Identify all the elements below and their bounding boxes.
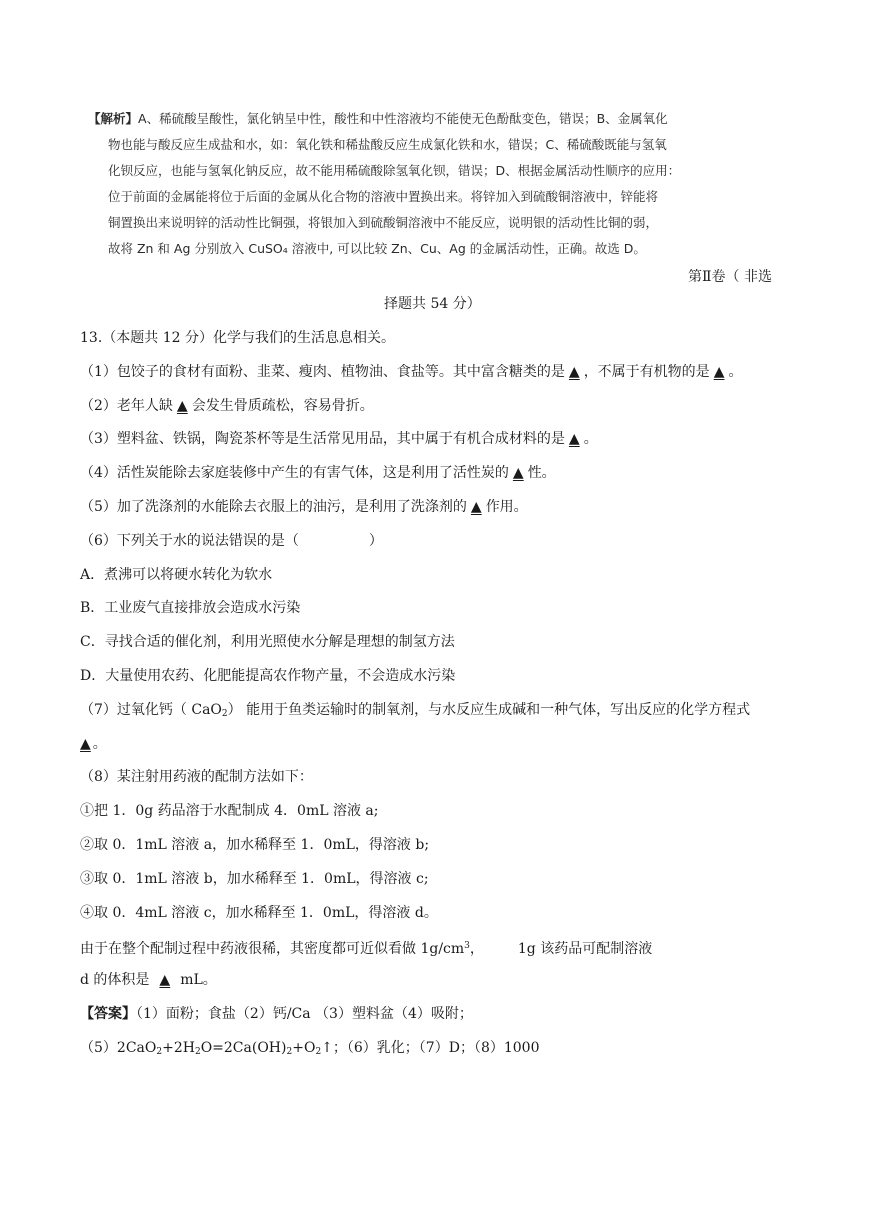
question-text: ） <box>368 532 383 549</box>
question-text: 1g 该药品可配制溶液 <box>517 941 653 958</box>
volume-question <box>80 964 800 998</box>
answer-line-1 <box>80 998 800 1032</box>
step-3: ③取 0．1mL 溶液 b，加水稀释至 1．0mL，得溶液 c; <box>80 870 429 887</box>
section-title-part2: 择题共 54 分） <box>384 296 481 312</box>
step-2: ②取 0．1mL 溶液 a，加水稀释至 1．0mL，得溶液 b; <box>80 836 430 853</box>
answer-blank: ▲ <box>512 465 524 482</box>
question-text: （3）塑料盆、铁锅，陶瓷茶杯等是生活常见用品，其中属于有机合成材料的是 <box>80 431 565 448</box>
subscript: 2 <box>221 708 228 719</box>
option-c: C．寻找合适的催化剂，利用光照使水分解是理想的制氢方法 <box>80 634 455 651</box>
density-note <box>80 930 800 964</box>
question-text: d 的体积是 <box>80 972 150 989</box>
analysis-block <box>88 106 698 262</box>
option-b: B．工业废气直接排放会造成水污染 <box>80 600 301 617</box>
question-text: （6）下列关于水的说法错误的是（ <box>80 532 299 549</box>
subscript: 2 <box>156 1046 163 1057</box>
answer-text: O=2Ca(OH) <box>200 1039 287 1056</box>
question-text: 由于在整个配制过程中药液很稀，其密度都可近似看做 1g/cm <box>80 941 465 958</box>
step-1: ①把 1．0g 药品溶于水配制成 4．0mL 溶液 a; <box>80 803 379 820</box>
answer-text: ↑；（6）乳化；（7）D；（8）1000 <box>321 1039 540 1056</box>
option-a: A．煮沸可以将硬水转化为软水 <box>80 566 273 583</box>
answer-blank: ▲ <box>713 363 725 380</box>
question-text: ，不属于有机物的是 <box>583 363 710 380</box>
answer-blank: ▲ <box>568 431 580 448</box>
answer-blank: ▲ <box>80 735 91 752</box>
analysis-line: 位于前面的金属能将位于后面的金属从化合物的溶液中置换出来。将锌加入到硫酸铜溶液中，锌能将 <box>108 189 659 204</box>
question-part-1 <box>80 356 800 390</box>
superscript: 3 <box>464 941 470 952</box>
section-title-part1: 第Ⅱ卷（ 非选 <box>688 269 772 285</box>
answer-text: +2H <box>162 1039 195 1056</box>
subscript: 2 <box>286 1046 293 1057</box>
answer-blank: ▲ <box>176 397 188 414</box>
question-text: 。 <box>92 735 107 752</box>
question-part-2 <box>80 390 800 424</box>
question-text: 。 <box>728 363 743 380</box>
question-part-4 <box>80 457 800 491</box>
question-text: （4）活性炭能除去家庭装修中产生的有害气体，这是利用了活性炭的 <box>80 465 509 482</box>
analysis-line: 物也能与酸反应生成盐和水，如：氧化铁和稀盐酸反应生成氯化铁和水，错误；C、稀硫酸既能与氢氧 <box>108 137 667 152</box>
answer-blank: ▲ <box>470 498 482 515</box>
analysis-line <box>88 106 698 132</box>
question-text: mL。 <box>180 972 217 989</box>
question-text: （5）加了洗涤剂的水能除去衣服上的油污，是利用了洗涤剂的 <box>80 498 467 515</box>
subscript: 2 <box>194 1046 201 1057</box>
question-part-7-blank <box>80 728 800 762</box>
answer-text: （1）面粉；食盐（2）钙/Ca （3）塑料盆（4）吸附； <box>136 1005 473 1022</box>
analysis-line: 铜置换出来说明锌的活动性比铜强，将银加入到硫酸铜溶液中不能反应，说明银的活动性比铜的弱， <box>108 215 659 230</box>
question-text: （1）包饺子的食材有面粉、韭菜、瘦肉、植物油、食盐等。其中富含糖类的是 <box>80 363 565 380</box>
question-part-7 <box>80 694 800 728</box>
question-text: 会发生骨质疏松，容易骨折。 <box>191 397 374 414</box>
analysis-label: 【解析】 <box>88 111 139 126</box>
subscript: 2 <box>315 1046 322 1057</box>
answer-label: 【答案】 <box>80 1005 136 1022</box>
answer-line-2 <box>80 1032 800 1066</box>
answer-text: （5）2CaO <box>80 1039 157 1056</box>
analysis-line: 化钡反应，也能与氢氧化钠反应，故不能用稀硫酸除氢氧化钡，错误；D、根据金属活动性顺序的应用： <box>108 163 681 178</box>
analysis-text: A、稀硫酸呈酸性，氯化钠呈中性，酸性和中性溶液均不能使无色酚酞变色，错误；B、金属氧化 <box>138 111 668 126</box>
option-d: D．大量使用农药、化肥能提高农作物产量，不会造成水污染 <box>80 667 456 684</box>
question-text: 作用。 <box>485 498 528 515</box>
question-text: ） 能用于鱼类运输时的制氧剂，与水反应生成碱和一种气体，写出反应的化学方程式 <box>227 701 751 718</box>
analysis-line: 故将 Zn 和 Ag 分别放入 CuSO₄ 溶液中, 可以比较 Zn、Cu、Ag 的金属活动性，正确。故选 D。 <box>108 241 646 256</box>
question-header: 13.（本题共 12 分）化学与我们的生活息息相关。 <box>80 330 395 346</box>
step-4: ④取 0．4mL 溶液 c，加水稀释至 1．0mL，得溶液 d。 <box>80 904 438 921</box>
question-text: 性。 <box>527 465 556 482</box>
answer-blank: ▲ <box>568 363 580 380</box>
question-text: （2）老年人缺 <box>80 397 173 414</box>
answer-blank: ▲ <box>159 972 171 989</box>
question-part-8: （8）某注射用药液的配制方法如下： <box>80 769 313 786</box>
question-text: 。 <box>583 431 598 448</box>
question-13 <box>80 322 800 1066</box>
question-part-5 <box>80 491 800 525</box>
answer-text: +O <box>292 1039 316 1056</box>
question-text: （7）过氧化钙（ CaO <box>80 701 222 718</box>
question-text: ， <box>469 941 484 958</box>
question-part-6 <box>80 525 800 559</box>
question-part-3 <box>80 423 800 457</box>
